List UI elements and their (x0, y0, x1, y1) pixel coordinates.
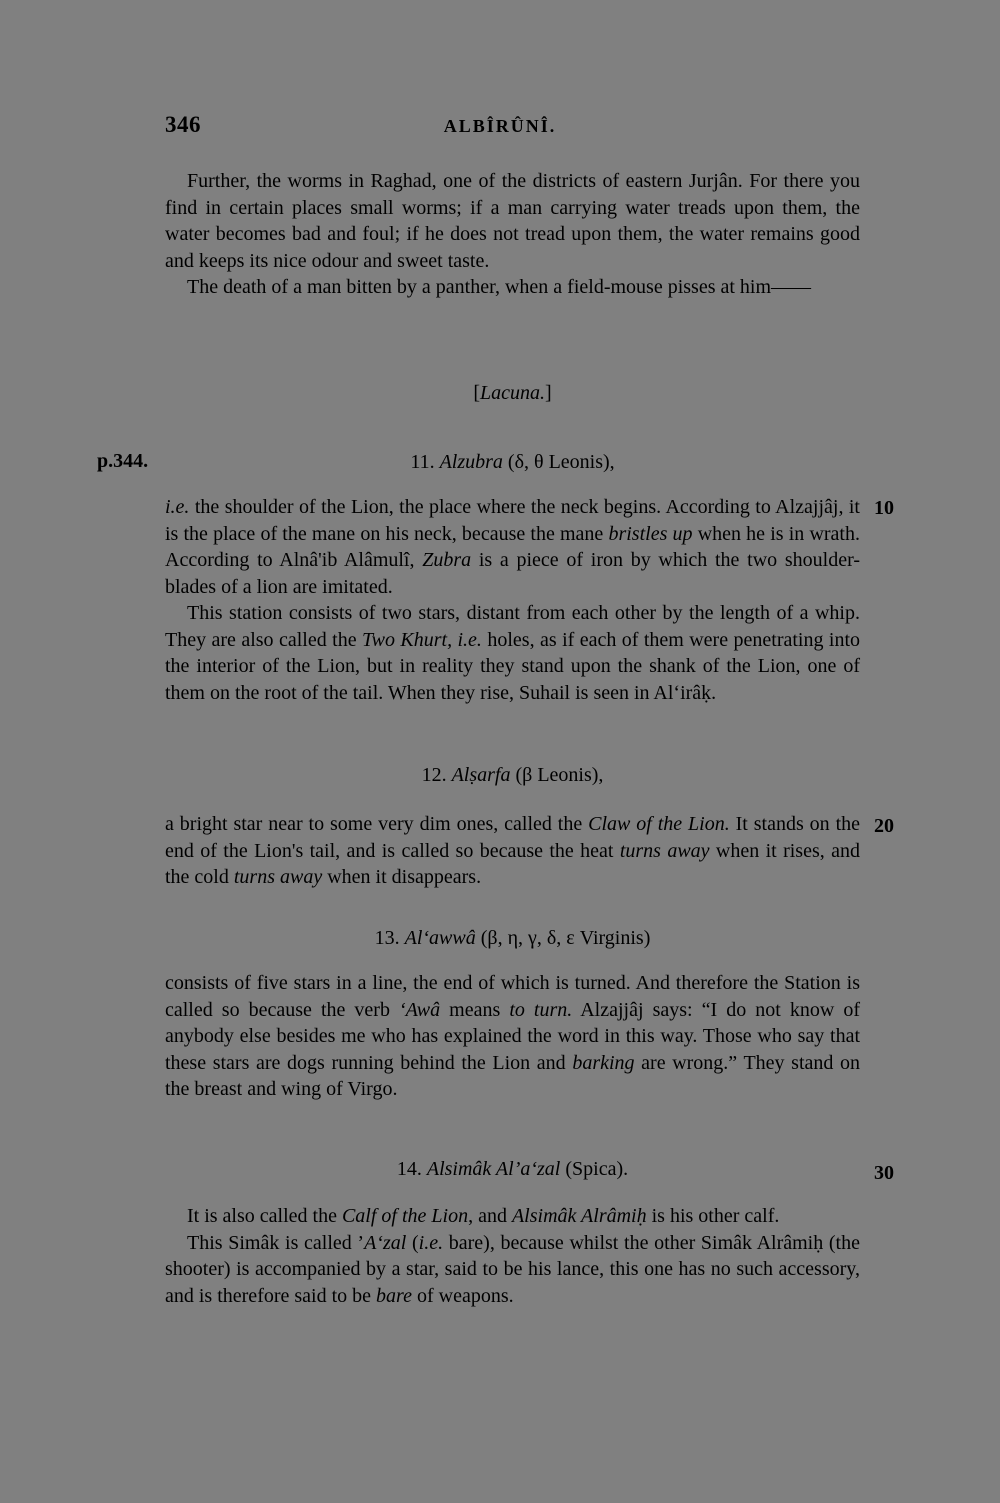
station-12-number: 12. (421, 764, 447, 786)
station-12-name: Alṣarfa (451, 764, 511, 786)
line-number-10: 10 (874, 497, 894, 519)
station-11-number: 11. (410, 451, 435, 473)
station-11-name: Alzubra (439, 451, 503, 473)
running-title: ALBÎRÛNÎ. (443, 116, 557, 136)
text-span: are wrong.” They stand on the breast and wing of Virgo. (165, 1051, 860, 1100)
text-span: It is also called the (187, 1205, 342, 1227)
line-number-20: 20 (874, 815, 894, 837)
text-span: bare), because whilst the other Simâk Alrâmiḥ (the shooter) is accompanied by a star, said to be his lance, this one has no such accessory, and is therefore said to be (165, 1231, 860, 1307)
paragraph-panther: The death of a man bitten by a panther, when a field-mouse pisses at him—— (187, 276, 812, 298)
line-number-30: 30 (874, 1162, 894, 1184)
text-span: , and (468, 1205, 512, 1227)
station-13-heading (165, 927, 860, 950)
italic-span: to turn. (509, 998, 573, 1021)
text-span: of weapons. (411, 1284, 514, 1307)
station-13-text (165, 970, 860, 1103)
station-11-heading (165, 451, 860, 474)
text-span: means (440, 998, 510, 1021)
station-14-number: 14. (396, 1158, 422, 1180)
ie-abbrev: i.e. (165, 496, 190, 518)
station-13-paragraph (165, 970, 860, 1103)
lacuna-note: [Lacuna.] (473, 382, 552, 404)
italic-span: bristles up (608, 522, 693, 545)
italic-span: Claw of the Lion. (588, 813, 730, 835)
italic-span: Calf of the Lion (341, 1205, 469, 1227)
lacuna-text: Lacuna. (480, 382, 545, 404)
italic-span: Two Khurt, i.e. (362, 628, 482, 651)
italic-span: Alsimâk Alrâmiḥ (511, 1205, 647, 1227)
margin-page-ref: p.344. (97, 450, 149, 472)
station-13-number: 13. (374, 927, 400, 949)
italic-span: turns away (233, 866, 323, 888)
station-11-paragraph-1 (165, 494, 860, 600)
station-14-name: Alsimâk Al’a‘zal (426, 1158, 561, 1180)
station-14-text (165, 1203, 860, 1309)
italic-span: turns away (619, 839, 710, 862)
station-11-stars: (δ, θ Leonis), (507, 451, 615, 473)
text-span: consists of five stars in a line, the end of which is turned. And therefore the Station is called so because the verb (165, 972, 860, 1021)
station-12-heading (165, 764, 860, 787)
text-span: when it disappears. (322, 866, 482, 888)
italic-span: ‘Awâ (399, 998, 441, 1021)
italic-span: i.e. (418, 1231, 444, 1254)
station-12-stars: (β Leonis), (515, 764, 604, 786)
station-14-heading (165, 1158, 860, 1181)
text-span: is his other calf. (646, 1205, 780, 1227)
text-span: when he is in wrath. According to Alnâ'ib Alâmulî, (165, 522, 860, 571)
station-13-stars: (β, η, γ, δ, ε Virginis) (480, 927, 651, 949)
text-span: This Simâk is called ’ (187, 1231, 365, 1254)
text-span: holes, as if each of them were penetrating into the interior of the Lion, but in reality they stand upon the shank of the Lion, one of them on the root of the tail. When they rise, Suhail is seen in Al‘irâḳ. (165, 628, 861, 704)
text-span: the shoulder of the Lion, the place where the neck begins. According to Alzajjâj, it is the place of the mane on his neck, because the mane (165, 496, 860, 545)
italic-span: Zubra (422, 549, 472, 571)
paragraph-raghad: Further, the worms in Raghad, one of the districts of eastern Jurjân. For there you find in certain places small worms; if a man carrying water treads upon them, the water becomes bad and foul; if he does not tread upon them, the water remains good and keeps its nice odour and sweet taste. (165, 170, 860, 272)
text-span: is a piece of iron by which the two shoulder-blades of a lion are imitated. (165, 549, 860, 598)
italic-span: barking (572, 1051, 635, 1074)
text-span: a bright star near to some very dim ones, called the (165, 813, 589, 835)
page-number: 346 (165, 112, 201, 137)
text-span: ( (406, 1231, 419, 1254)
text-span: Alzajjâj says: “I do not know of anybody else besides me who has explained the word in this way. Those who say that these stars are dogs running behind the Lion and (165, 998, 860, 1074)
text-span: It stands on the end of the Lion's tail, and is called so because the heat (165, 813, 861, 862)
station-14-stars: (Spica). (565, 1158, 629, 1180)
italic-span: A‘zal (364, 1231, 407, 1254)
station-13-name: Al‘awwâ (404, 927, 476, 949)
italic-span: bare (376, 1284, 412, 1307)
text-span: This station consists of two stars, distant from each other by the length of a whip. They are also called the (165, 602, 860, 651)
text-span: when it rises, and the cold (165, 839, 860, 888)
station-11-paragraph-2 (165, 600, 860, 706)
opening-text (165, 168, 860, 301)
station-12-paragraph (165, 811, 860, 891)
station-14-paragraph-2 (165, 1230, 860, 1310)
station-14-paragraph-1 (165, 1203, 860, 1230)
station-12-text (165, 811, 860, 891)
station-11-text (165, 494, 860, 706)
